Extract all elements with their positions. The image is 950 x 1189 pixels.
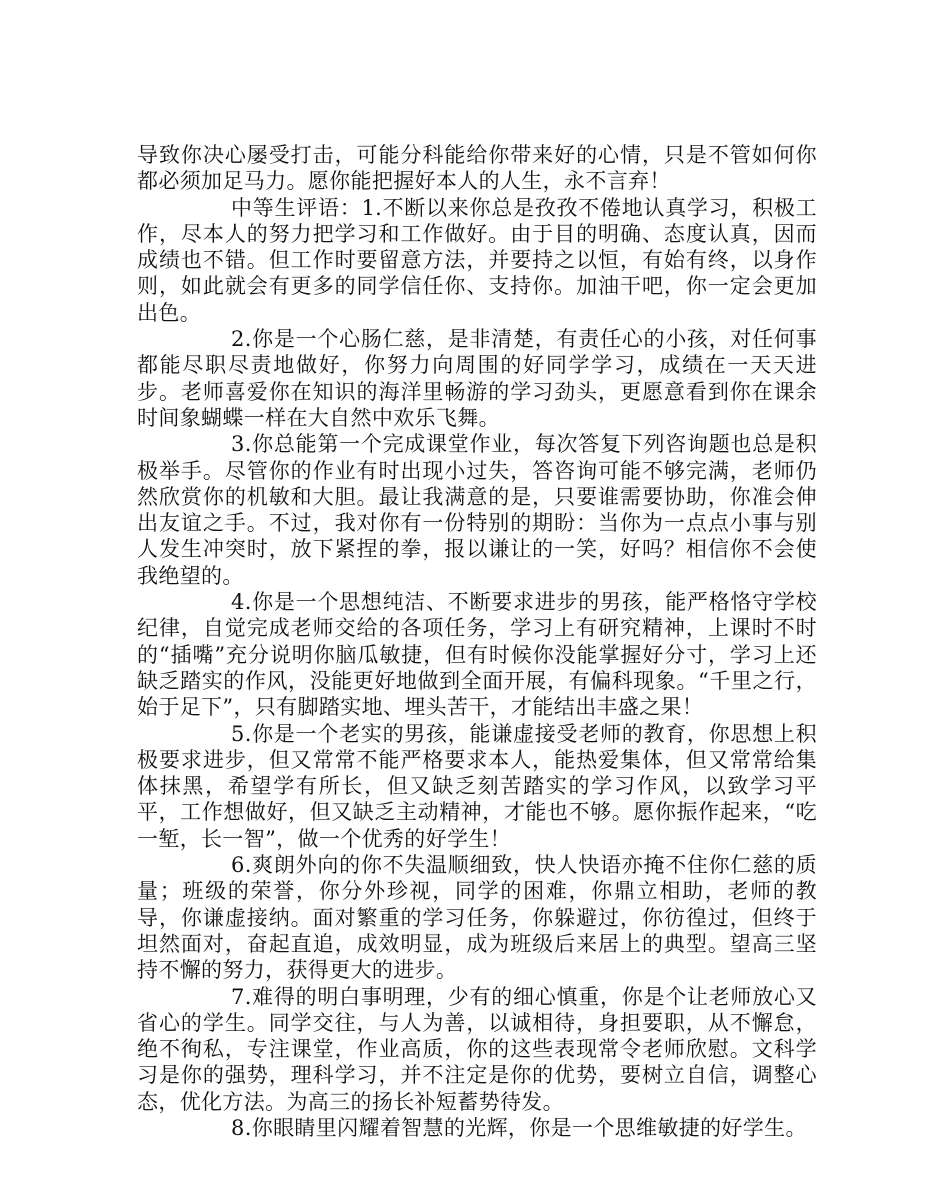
paragraph: 4.你是一个思想纯洁、不断要求进步的男孩，能严格恪守学校纪律，自觉完成老师交给的各项任务，学习上有研究精神，上课时不时的“插嘴”充分说明你脑瓜敏捷，但有时候你没能掌握好分寸，学习上还缺乏踏实的作风，没能更好地做到全面开展，有偏科现象。“千里之行，始于足下”，只有脚踏实地、埋头苦干，才能结出丰盛之果！: [137, 590, 817, 720]
paragraph: 导致你决心屡受打击，可能分科能给你带来好的心情，只是不管如何你都必须加足马力。愿你能把握好本人的人生，永不言弃！: [137, 143, 817, 194]
paragraph: 中等生评语：1.不断以来你总是孜孜不倦地认真学习，积极工作，尽本人的努力把学习和工作做好。由于目的明确、态度认真，因而成绩也不错。但工作时要留意方法，并要持之以恒，有始有终，以身作则，如此就会有更多的同学信任你、支持你。加油干吧，你一定会更加出色。: [137, 195, 817, 325]
paragraph: 6.爽朗外向的你不失温顺细致，快人快语亦掩不住你仁慈的质量；班级的荣誉，你分外珍视，同学的困难，你鼎立相助，老师的教导，你谦虚接纳。面对繁重的学习任务，你躲避过，你彷徨过，但终于坦然面对，奋起直追，成效明显，成为班级后来居上的典型。望高三坚持不懈的努力，获得更大的进步。: [137, 853, 817, 983]
document-body: [137, 142, 817, 1141]
paragraph: 3.你总能第一个完成课堂作业，每次答复下列咨询题也总是积极举手。尽管你的作业有时出现小过失，答咨询可能不够完满，老师仍然欣赏你的机敏和大胆。最让我满意的是，只要谁需要协助，你准会伸出友谊之手。不过，我对你有一份特别的期盼：当你为一点点小事与别人发生冲突时，放下紧捏的拳，报以谦让的一笑，好吗？相信你不会使我绝望的。: [137, 432, 817, 588]
paragraph: 5.你是一个老实的男孩，能谦虚接受老师的教育，你思想上积极要求进步，但又常常不能严格要求本人，能热爱集体，但又常常给集体抹黑，希望学有所长，但又缺乏刻苦踏实的学习作风，以致学习平平，工作想做好，但又缺乏主动精神，才能也不够。愿你振作起来，“吃一堑，长一智”，做一个优秀的好学生！: [137, 721, 817, 851]
paragraph: 7.难得的明白事明理，少有的细心慎重，你是个让老师放心又省心的学生。同学交往，与人为善，以诚相待，身担要职，从不懈怠，绝不徇私，专注课堂，作业高质，你的这些表现常令老师欣慰。文科学习是你的强势，理科学习，并不注定是你的优势，要树立自信，调整心态，优化方法。为高三的扬长补短蓄势待发。: [137, 984, 817, 1114]
paragraph: 8.你眼睛里闪耀着智慧的光辉，你是一个思维敏捷的好学生。: [231, 1115, 807, 1140]
paragraph: 2.你是一个心肠仁慈，是非清楚，有责任心的小孩，对任何事都能尽职尽责地做好，你努力向周围的好同学学习，成绩在一天天进步。老师喜爱你在知识的海洋里畅游的学习劲头，更愿意看到你在课余时间象蝴蝶一样在大自然中欢乐飞舞。: [137, 327, 817, 430]
